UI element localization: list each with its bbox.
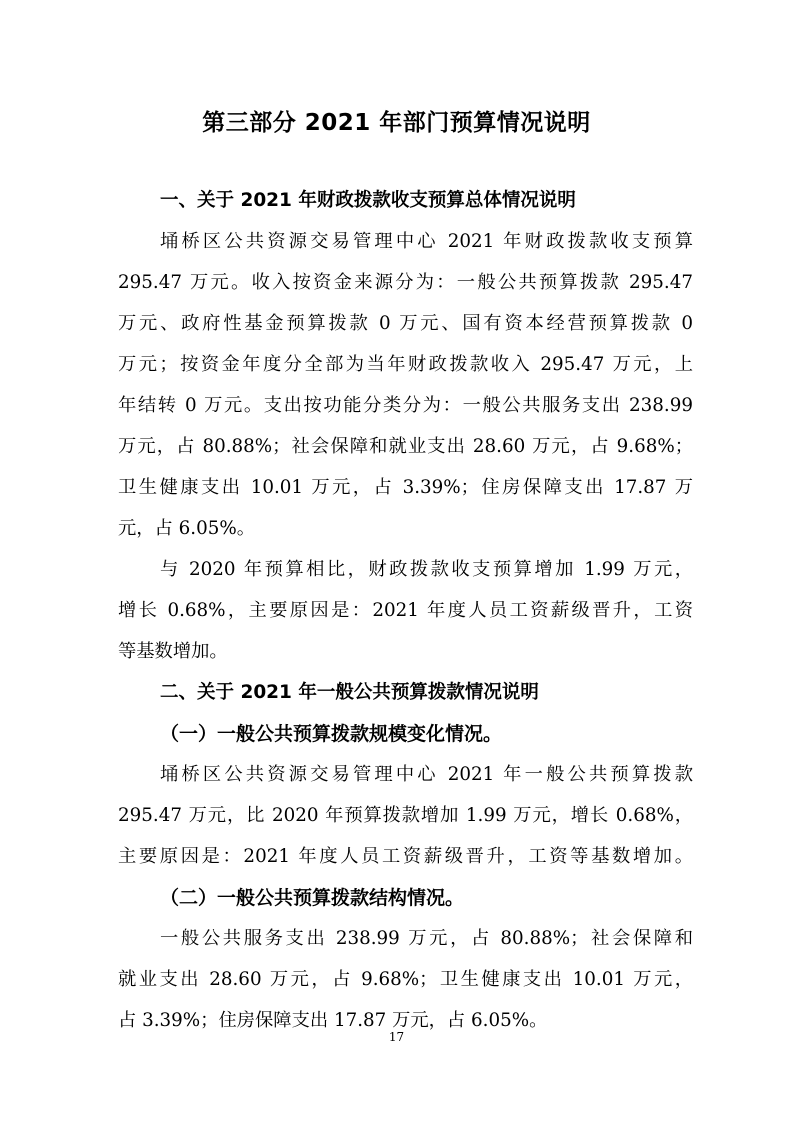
subsection-heading-2: （二）一般公共预算拨款结构情况。 bbox=[160, 887, 465, 909]
paragraph-line: 一般公共服务支出 238.99 万元，占 80.88%；社会保障和 bbox=[160, 928, 693, 949]
section-heading-1: 一、关于 2021 年财政拨款收支预算总体情况说明 bbox=[160, 190, 576, 211]
paragraph-line: 卫生健康支出 10.01 万元，占 3.39%；住房保障支出 17.87 万 bbox=[118, 477, 693, 498]
section-heading-2: 二、关于 2021 年一般公共预算拨款情况说明 bbox=[160, 682, 539, 703]
paragraph-line: 年结转 0 万元。支出按功能分类分为：一般公共服务支出 238.99 bbox=[118, 395, 693, 416]
page-title: 第三部分 2021 年部门预算情况说明 bbox=[202, 110, 591, 136]
paragraph-line: 295.47 万元。收入按资金来源分为：一般公共预算拨款 295.47 bbox=[118, 272, 693, 293]
page-number: 17 bbox=[388, 1030, 405, 1044]
paragraph-line: 就业支出 28.60 万元，占 9.68%；卫生健康支出 10.01 万元， bbox=[118, 969, 693, 990]
paragraph-line: 万元；按资金年度分全部为当年财政拨款收入 295.47 万元，上 bbox=[118, 354, 693, 375]
paragraph-line: 万元，占 80.88%；社会保障和就业支出 28.60 万元，占 9.68%； bbox=[118, 436, 693, 457]
subsection-heading-1: （一）一般公共预算拨款规模变化情况。 bbox=[160, 723, 503, 745]
paragraph-line: 与 2020 年预算相比，财政拨款收支预算增加 1.99 万元， bbox=[160, 559, 693, 580]
paragraph-line: 主要原因是：2021 年度人员工资薪级晋升，工资等基数增加。 bbox=[118, 846, 693, 867]
paragraph-line: 占 3.39%；住房保障支出 17.87 万元，占 6.05%。 bbox=[118, 1010, 548, 1031]
paragraph-line: 增长 0.68%，主要原因是：2021 年度人员工资薪级晋升，工资 bbox=[118, 600, 693, 621]
paragraph-line: 万元、政府性基金预算拨款 0 万元、国有资本经营预算拨款 0 bbox=[118, 313, 693, 334]
paragraph-line: 埇桥区公共资源交易管理中心 2021 年一般公共预算拨款 bbox=[160, 764, 693, 785]
paragraph-line: 元，占 6.05%。 bbox=[118, 518, 256, 539]
paragraph-line: 295.47 万元，比 2020 年预算拨款增加 1.99 万元，增长 0.68%， bbox=[118, 805, 693, 826]
paragraph-line: 等基数增加。 bbox=[118, 641, 228, 662]
paragraph-line: 埇桥区公共资源交易管理中心 2021 年财政拨款收支预算 bbox=[160, 231, 693, 252]
